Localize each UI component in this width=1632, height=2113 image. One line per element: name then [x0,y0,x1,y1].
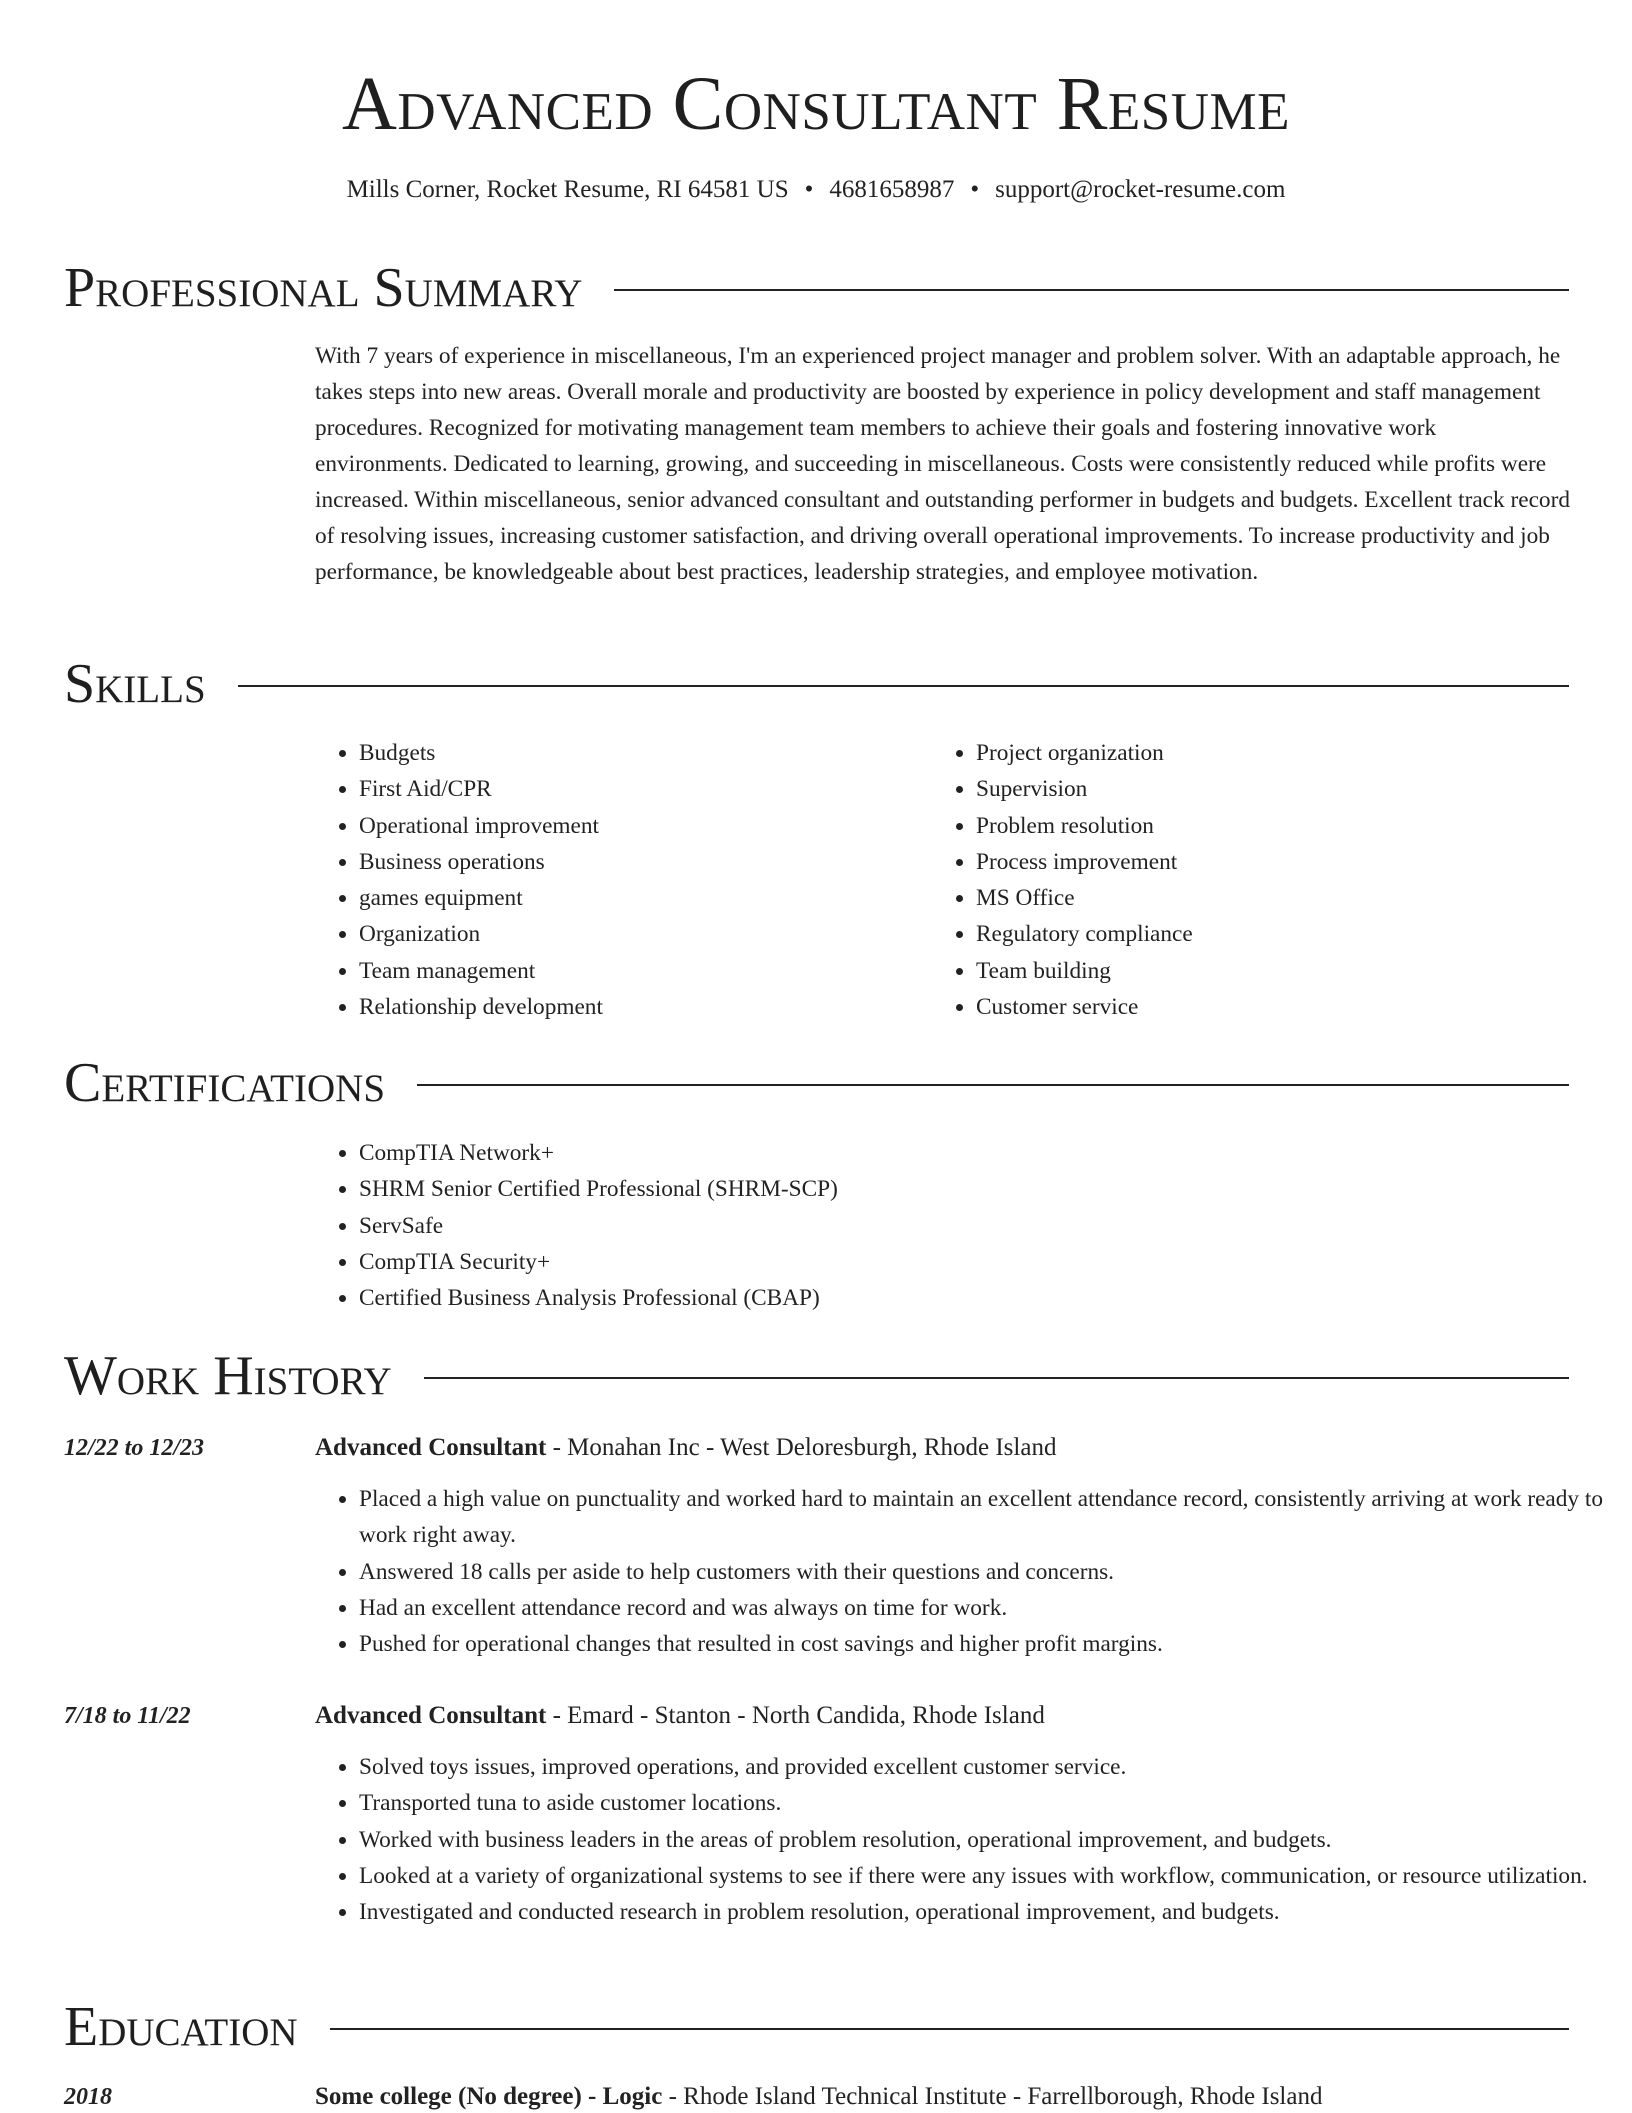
skill-item: • Project organization [976,735,1576,771]
skill-item: • Problem resolution [976,808,1576,844]
resume-title: Advanced Consultant Resume [341,62,1291,146]
job-bullet: • Investigated and conducted research in problem resolution, operational improvement, and budgets. [359,1894,1614,1930]
work-section-header [64,1344,1569,1408]
section-title-skills: Skills [64,653,206,715]
skill-item: • Business operations [359,844,919,880]
certification-item: • CompTIA Security+ [359,1244,1459,1280]
skill-item: • MS Office [976,880,1576,916]
contact-phone: 4681658987 [829,176,955,203]
education-section-header [64,1995,1569,2059]
skill-item: • Supervision [976,771,1576,807]
job-bullets [315,1481,1614,1662]
certifications-section-header [64,1051,1569,1115]
certification-item: • Certified Business Analysis Professional (CBAP) [359,1280,1459,1316]
job-title-line [315,1432,1056,1464]
job-bullet: • Placed a high value on punctuality and worked hard to maintain an excellent attendance record, consistently arriving at work ready to work right away. [359,1481,1614,1554]
job-bullet: • Solved toys issues, improved operations, and provided excellent customer service. [359,1749,1614,1785]
skill-item: • Process improvement [976,844,1576,880]
job-role: Advanced Consultant [315,1434,547,1461]
skill-item: • Operational improvement [359,808,919,844]
contact-line [0,174,1632,206]
section-title-summary: Professional Summary [64,257,583,319]
section-title-education: Education [64,1996,298,2058]
skill-item: • Relationship development [359,989,919,1025]
job-bullet: • Answered 18 calls per aside to help customers with their questions and concerns. [359,1554,1614,1590]
skill-item: • Regulatory compliance [976,916,1576,952]
education-degree: Some college (No degree) - Logic [315,2083,663,2110]
job-bullet: • Worked with business leaders in the areas of problem resolution, operational improvement, and budgets. [359,1822,1614,1858]
job-bullets [315,1749,1614,1930]
section-divider [330,2028,1569,2030]
job-role: Advanced Consultant [315,1702,547,1729]
skill-item: • First Aid/CPR [359,771,919,807]
job-employer: - Emard - Stanton - North Candida, Rhode Island [546,1702,1045,1729]
contact-address: Mills Corner, Rocket Resume, RI 64581 US [346,176,789,203]
job-bullet: • Transported tuna to aside customer locations. [359,1785,1614,1821]
job-bullet: • Had an excellent attendance record and was always on time for work. [359,1590,1614,1626]
section-divider [424,1377,1569,1379]
skill-item: • Organization [359,916,919,952]
section-title-certifications: Certifications [64,1052,386,1114]
summary-section-header [64,256,1569,320]
skill-item: • Customer service [976,989,1576,1025]
skill-item: • Team building [976,953,1576,989]
section-divider [417,1084,1569,1086]
contact-email: support@rocket-resume.com [995,176,1286,203]
section-divider [238,685,1569,687]
job-employer: - Monahan Inc - West Deloresburgh, Rhode Island [546,1434,1057,1461]
job-dates: 12/22 to 12/23 [64,1435,205,1461]
contact-separator: • [804,176,814,203]
education-line [315,2081,1322,2113]
certification-item: • ServSafe [359,1208,1459,1244]
education-school: - Rhode Island Technical Institute - Farrellborough, Rhode Island [662,2083,1323,2110]
job-bullet: • Looked at a variety of organizational systems to see if there were any issues with workflow, communication, or resource utilization. [359,1858,1614,1894]
contact-separator: • [970,176,980,203]
education-year: 2018 [64,2084,112,2110]
certification-item: • SHRM Senior Certified Professional (SHRM-SCP) [359,1171,1459,1207]
section-divider [614,289,1569,291]
skills-list-right [932,735,1576,1025]
summary-text: With 7 years of experience in miscellaneous, I'm an experienced project manager and problem solver. With an adaptable approach, he takes steps into new areas. Overall morale and productivity are boosted by experience in policy development and staff management procedures. Recognized for motivating management team members to achieve their goals and fostering innovative work environments. Dedicated to learning, growing, and succeeding in miscellaneous. Costs were consistently reduced while profits were increased. Within miscellaneous, senior advanced consultant and outstanding performer in budgets and budgets. Excellent track record of resolving issues, increasing customer satisfaction, and driving overall operational improvements. To increase productivity and job performance, be knowledgeable about best practices, leadership strategies, and employee motivation. [315,343,1570,585]
section-title-work-history: Work History [64,1345,392,1407]
skill-item: • games equipment [359,880,919,916]
certifications-list [315,1135,1459,1316]
skills-section-header [64,652,1569,716]
skills-list-left [315,735,919,1025]
job-bullet: • Pushed for operational changes that resulted in cost savings and higher profit margins. [359,1626,1614,1662]
job-dates: 7/18 to 11/22 [64,1703,191,1729]
job-title-line [315,1700,1045,1732]
skill-item: • Team management [359,953,919,989]
certification-item: • CompTIA Network+ [359,1135,1459,1171]
skill-item: • Budgets [359,735,919,771]
